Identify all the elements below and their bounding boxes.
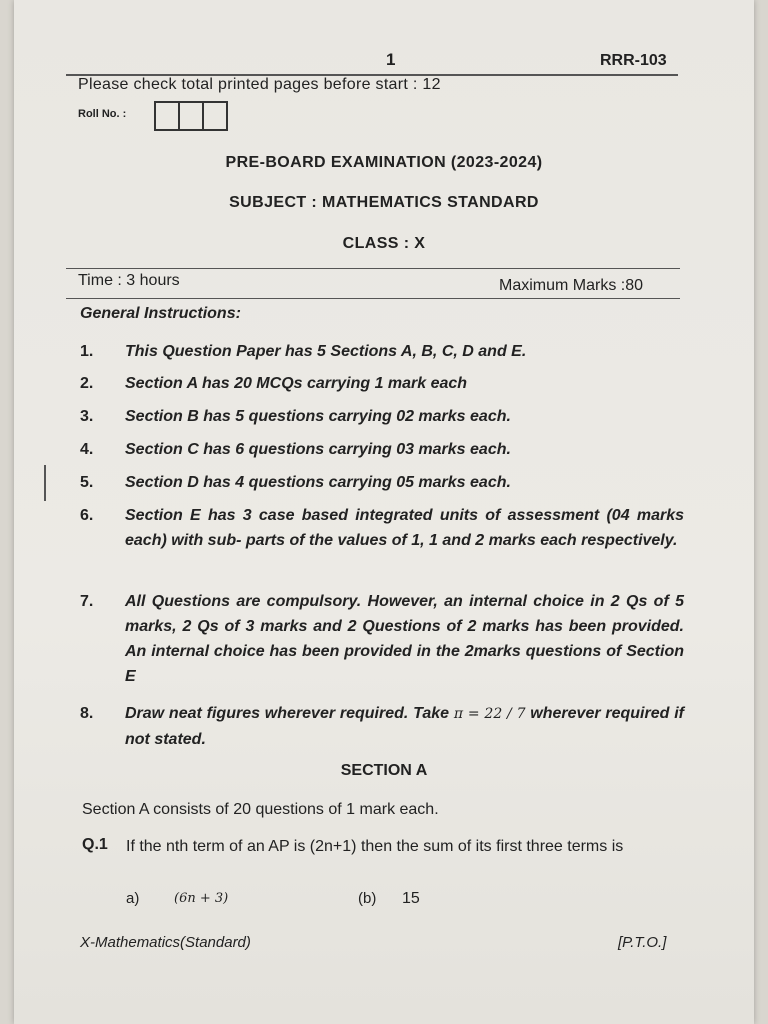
- instruction-item: [80, 371, 684, 396]
- footer-subject: X-Mathematics(Standard): [80, 934, 251, 951]
- pi-value: π = 22 / 7: [453, 706, 526, 722]
- pen-mark: [44, 465, 46, 501]
- instruction-item: [80, 437, 684, 462]
- instruction-text-after: wherever required if not stated.: [125, 705, 684, 748]
- option-b-label[interactable]: (b): [358, 890, 377, 907]
- instruction-item: [80, 404, 684, 429]
- page-number: 1: [386, 50, 396, 69]
- instruction-text: All Questions are compulsory. However, an internal choice in 2 Qs of 5 marks, 2 Qs of 3 marks and 2 Questions of 2 marks has been provided. An internal choice has been provided in the 2marks questions of Section E: [125, 593, 684, 685]
- instruction-text-before: Draw neat figures wherever required. Take: [125, 705, 450, 722]
- option-a-label[interactable]: a): [126, 890, 140, 907]
- question-paper-page: [14, 0, 754, 1024]
- instruction-text: This Question Paper has 5 Sections A, B, C, D and E.: [125, 343, 527, 360]
- roll-box[interactable]: [154, 101, 180, 131]
- check-pages-note: Please check total printed pages before start : 12: [78, 76, 441, 93]
- instruction-number: 4.: [80, 441, 94, 458]
- instruction-text: [125, 701, 684, 752]
- roll-number-label: Roll No. :: [78, 108, 127, 120]
- instruction-number: 1.: [80, 343, 94, 360]
- instruction-item: [80, 589, 684, 689]
- section-intro: Section A consists of 20 questions of 1 mark each.: [82, 801, 439, 818]
- instruction-text: Section A has 20 MCQs carrying 1 mark each: [125, 375, 468, 392]
- instruction-text: Section E has 3 case based integrated units of assessment (04 marks each) with sub- parts of the values of 1, 1 and 2 marks each respectively.: [125, 507, 684, 549]
- option-a-value: (6n + 3): [174, 891, 229, 906]
- option-b-value: 15: [402, 890, 420, 907]
- instruction-text: Section B has 5 questions carrying 02 marks each.: [125, 408, 511, 425]
- time-allowed: Time : 3 hours: [78, 272, 180, 289]
- instruction-number: 3.: [80, 408, 94, 425]
- time-rule-top: [66, 268, 680, 269]
- class-title: CLASS : X: [342, 235, 426, 252]
- instruction-item: [80, 701, 684, 752]
- exam-title: PRE-BOARD EXAMINATION (2023-2024): [225, 154, 543, 171]
- paper-code: RRR-103: [600, 52, 667, 69]
- instruction-text: Section C has 6 questions carrying 03 marks each.: [125, 441, 511, 458]
- subject-title: SUBJECT : MATHEMATICS STANDARD: [229, 194, 539, 211]
- instruction-text: Section D has 4 questions carrying 05 marks each.: [125, 474, 511, 491]
- question-text: If the nth term of an AP is (2n+1) then the sum of its first three terms is: [126, 838, 624, 855]
- instruction-number: 5.: [80, 474, 94, 491]
- instruction-number: 2.: [80, 375, 94, 392]
- roll-box[interactable]: [178, 101, 204, 131]
- question-number: Q.1: [82, 836, 108, 853]
- section-heading: SECTION A: [340, 762, 428, 779]
- roll-box[interactable]: [202, 101, 228, 131]
- maximum-marks: Maximum Marks :80: [499, 277, 644, 294]
- instruction-number: 6.: [80, 507, 94, 524]
- roll-number-boxes[interactable]: [154, 101, 226, 131]
- instruction-item: [80, 470, 684, 495]
- footer-pto: [P.T.O.]: [618, 934, 667, 951]
- time-rule-bottom: [66, 298, 680, 299]
- instruction-number: 7.: [80, 593, 94, 610]
- instruction-item: [80, 339, 684, 364]
- instruction-number: 8.: [80, 705, 94, 722]
- instructions-heading: General Instructions:: [80, 305, 241, 322]
- instruction-item: [80, 503, 684, 553]
